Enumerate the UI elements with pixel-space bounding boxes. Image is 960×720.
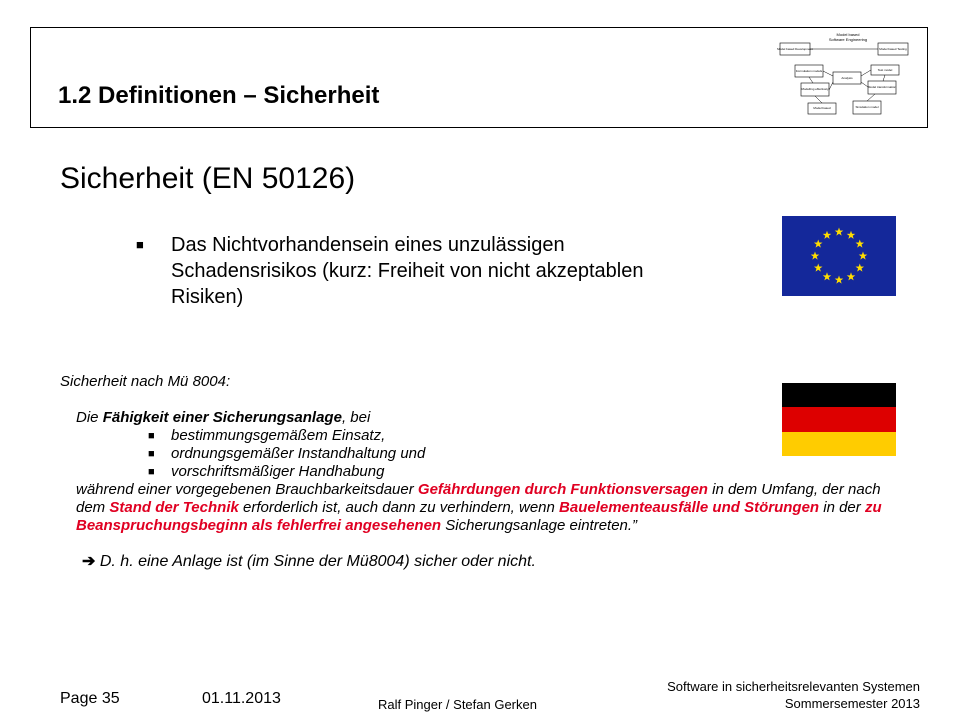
diagram-node-8: Model based	[813, 106, 831, 110]
sub-bullet-icon: ■	[148, 466, 155, 478]
sub-bullet-icon: ■	[148, 430, 155, 442]
eu-flag-icon	[782, 216, 896, 296]
bullet-item	[136, 232, 656, 310]
arrow-right-icon: ➔	[82, 553, 96, 570]
footer-date: 01.11.2013	[202, 690, 281, 707]
diagram-top-label-1: Model based	[836, 32, 860, 37]
def-bold: Fähigkeit einer Sicherungsanlage	[102, 409, 342, 426]
sub-item-3: ■ vorschriftsmäßiger Handhabung	[148, 463, 385, 480]
semester: Sommersemester 2013	[784, 696, 920, 711]
mu8004-definition	[60, 373, 890, 571]
diagram-top-label-2: Software Engineering	[828, 37, 868, 42]
mu-intro: Sicherheit nach Mü 8004:	[60, 373, 231, 390]
diagram-node-3: Formulation models	[795, 69, 823, 73]
diagram-node-7: Model transformation	[867, 85, 897, 89]
course-title: Software in sicherheitsrelevanten Systemen	[667, 679, 920, 694]
sub-item-2: ■ ordnungsgemäßer Instandhaltung und	[148, 445, 426, 462]
diagram-node-5: Analysis	[841, 76, 853, 80]
definition-paragraph: Die Fähigkeit einer Sicherungsanlage, bei ■ bestimmungsgemäßem Einsatz, ■ ordnungsgemäßer Instandhaltung und ■ vorschriftsmäßiger Handhabung während einer vorgegebenen Brauchbarkeitsdauer Gefährdungen durch Funktionsversagen in dem Umfang, der nach dem Stand der Technik erforderlich ist, auch dann zu verhindern, wenn Bauelementeausfälle und Störungen in der zu Beanspruchungsbeginn als fehlerfrei angesehenen Sicherungsanlage eintreten.”	[60, 409, 890, 535]
slide-title: 1.2 Definitionen – Sicherheit	[58, 82, 380, 109]
diagram-node-9: Simulation model	[855, 105, 879, 109]
diagram-node-6: Modelling effectively	[801, 87, 829, 91]
page-number: Page 35	[60, 690, 120, 707]
diagram-node-4: Test model	[877, 68, 893, 72]
sub-item-1: ■ bestimmungsgemäßem Einsatz,	[148, 427, 386, 444]
def-post: , bei	[341, 409, 371, 426]
bullet-square-icon: ■	[136, 237, 144, 252]
highlight-3: Bauelementeausfälle und Störungen	[559, 499, 820, 516]
highlight-1: Gefährdungen durch Funktionsversagen	[417, 481, 708, 498]
diagram-node-2: Model based Testing	[879, 47, 907, 51]
def-pre: Die	[76, 409, 103, 426]
highlight-2: Stand der Technik	[109, 499, 239, 516]
diagram-node-1: Model based Development	[777, 47, 813, 51]
section-heading: Sicherheit (EN 50126)	[60, 162, 356, 195]
bullet-text: Das Nichtvorhandensein eines unzulässigen Schadensrisikos (kurz: Freiheit von nicht akzeptablen Risiken)	[171, 234, 644, 308]
footer-course	[667, 678, 920, 712]
sub-bullet-icon: ■	[148, 448, 155, 460]
footer-authors: Ralf Pinger / Stefan Gerken	[378, 697, 537, 712]
highlight-4: zu Beanspruchungsbeginn als fehlerfrei angesehenen	[76, 499, 882, 534]
mbse-diagram	[775, 30, 921, 122]
conclusion: ➔ D. h. eine Anlage ist (im Sinne der Mü8004) sicher oder nicht.	[82, 553, 536, 570]
